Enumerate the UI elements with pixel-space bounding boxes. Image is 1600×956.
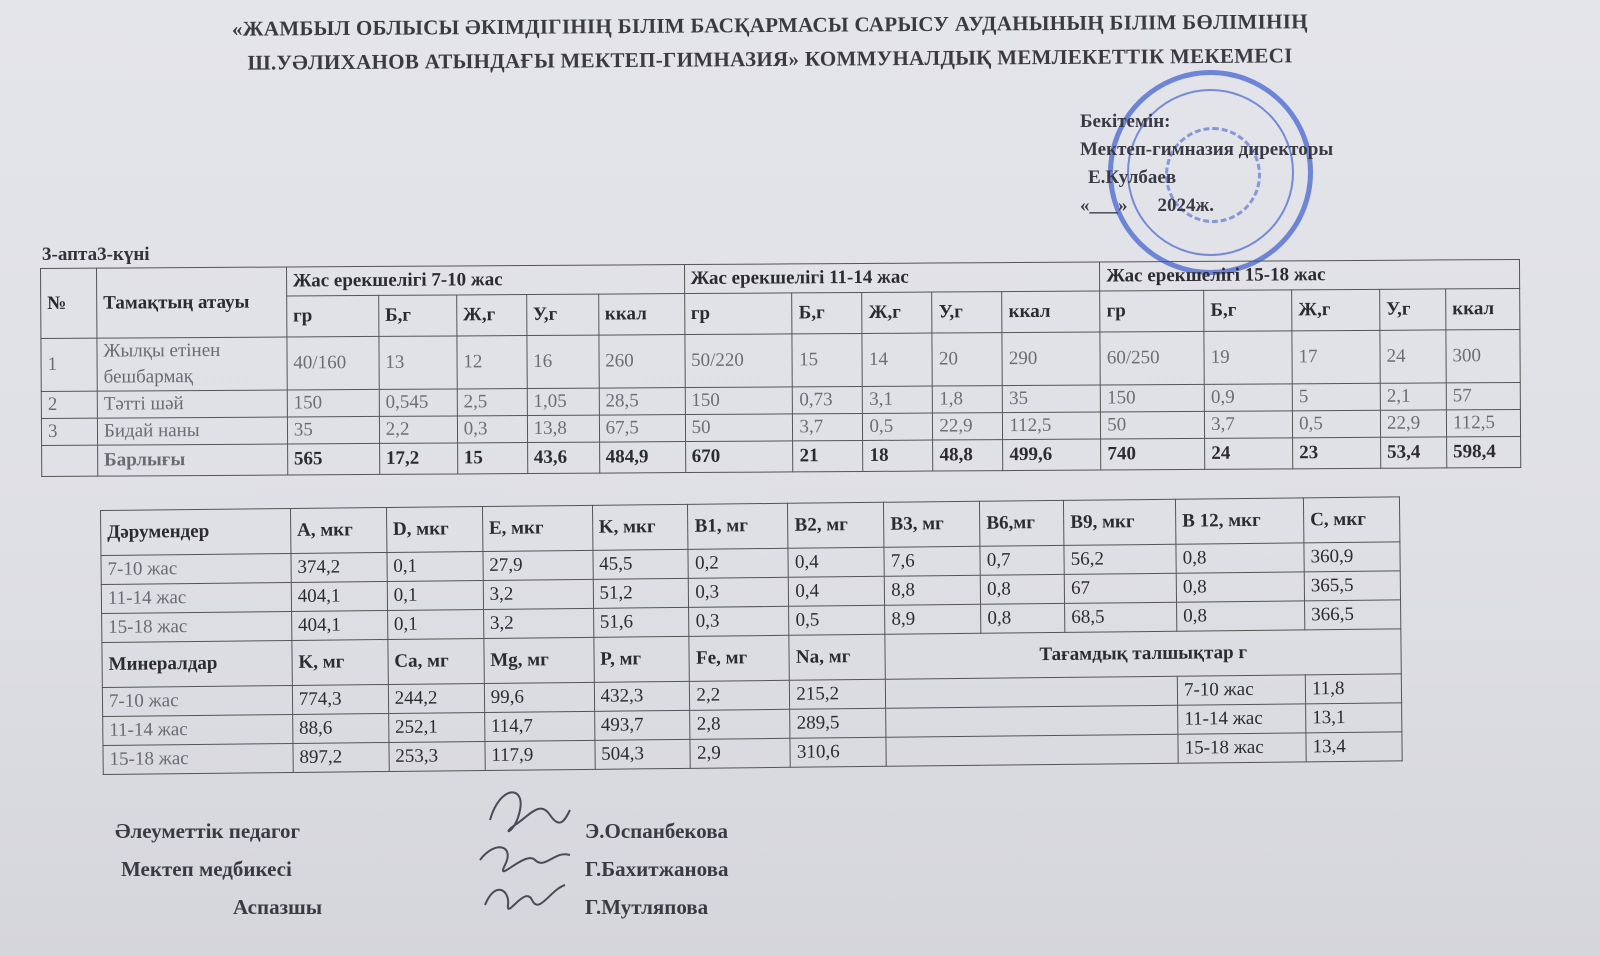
cell: 12 — [457, 336, 527, 389]
cell: 1,05 — [527, 388, 599, 415]
cell: 493,7 — [594, 710, 690, 740]
cell: 0,3 — [457, 416, 527, 443]
sub-gr: гр — [684, 293, 792, 335]
sub-carb: У,г — [1380, 289, 1446, 330]
cell: 99,6 — [484, 682, 594, 712]
signature-row — [115, 850, 728, 888]
cell: 20 — [932, 333, 1002, 386]
cell: 3,7 — [1205, 411, 1293, 439]
signatures-block — [115, 812, 728, 926]
total-cell: 48,8 — [933, 440, 1003, 471]
cell: 51,6 — [593, 607, 689, 637]
sub-kcal: ккал — [1446, 288, 1520, 329]
approval-block — [1080, 108, 1333, 220]
vit-head: B6,мг — [980, 500, 1064, 546]
sub-fat: Ж,г — [1292, 289, 1380, 331]
cell: 16 — [527, 335, 599, 388]
signature-role: Әлеуметтік педагог — [115, 819, 301, 843]
cell: 150 — [685, 387, 793, 415]
total-cell: 484,9 — [599, 442, 685, 474]
sub-carb: У,г — [932, 292, 1002, 333]
vit-head: B9, мкг — [1064, 499, 1176, 545]
document-header — [120, 3, 1420, 80]
week-day-label: 3-апта3-күні — [42, 244, 150, 265]
min-head: P, мг — [593, 636, 689, 682]
cell: 0,5 — [863, 413, 933, 440]
cell: 13 — [379, 336, 457, 389]
total-cell: 598,4 — [1447, 436, 1521, 467]
cell: 0,5 — [1292, 410, 1380, 438]
total-cell: 18 — [863, 440, 933, 471]
cell: 2,8 — [690, 709, 790, 739]
vit-head: K, мкг — [592, 504, 688, 550]
signature-name: Г.Мутляпова — [585, 895, 709, 919]
vit-head: B3, мг — [884, 501, 980, 547]
signature-row — [115, 812, 728, 850]
total-empty — [42, 445, 98, 476]
cell: 7,6 — [884, 546, 980, 576]
menu-group-11-14: Жас ерекшелігі 11-14 жас — [684, 262, 1100, 294]
total-cell: 21 — [793, 440, 863, 471]
vit-head: D, мкг — [386, 506, 482, 552]
sub-gr: гр — [1100, 290, 1204, 332]
cell: 0,9 — [1204, 384, 1292, 412]
menu-group-7-10: Жас ерекшелігі 7-10 жас — [286, 265, 684, 296]
approval-date-year: 2024ж. — [1157, 195, 1215, 216]
sub-kcal: ккал — [598, 294, 684, 336]
cell: 27,9 — [483, 550, 593, 580]
fiber-title: Тағамдық талшықтар г — [885, 629, 1401, 679]
approval-line-1: Бекітемін: — [1080, 111, 1171, 132]
cell: 374,2 — [291, 552, 387, 582]
cell: 365,5 — [1304, 571, 1400, 601]
signature-role: Аспазшы — [233, 895, 323, 919]
total-cell: 24 — [1205, 438, 1293, 470]
total-cell: 499,6 — [1003, 439, 1101, 471]
cell: 88,6 — [292, 713, 388, 743]
cell: 24 — [1380, 330, 1446, 383]
cell: 13,8 — [527, 415, 599, 442]
row-number: 2 — [41, 391, 97, 418]
cell: 15 — [792, 333, 862, 386]
sub-kcal: ккал — [1002, 291, 1100, 333]
approval-director-name: Е.Кулбаев — [1088, 167, 1177, 188]
approval-line-2: Мектеп-гимназия директоры — [1080, 139, 1334, 160]
cell: 28,5 — [599, 388, 685, 416]
cell: 40/160 — [287, 336, 379, 390]
cell: 50 — [685, 414, 793, 442]
cell: 3,7 — [793, 413, 863, 440]
age-label: 7-10 жас — [102, 685, 292, 716]
nutrient-table — [100, 496, 1403, 775]
menu-table — [40, 259, 1521, 477]
fiber-value: 11,8 — [1305, 674, 1401, 704]
total-cell: 23 — [1293, 437, 1381, 469]
cell: 290 — [1002, 332, 1100, 386]
sub-protein: Б,г — [1204, 290, 1292, 332]
cell: 2,9 — [690, 738, 790, 768]
signature-row — [115, 888, 728, 926]
min-head: Na, мг — [789, 634, 885, 680]
cell: 57 — [1446, 382, 1520, 409]
cell: 1,8 — [933, 386, 1003, 413]
min-head: Минералдар — [102, 640, 292, 687]
cell: 3,1 — [863, 386, 933, 413]
cell: 366,5 — [1305, 600, 1401, 630]
total-label: Барлығы — [98, 444, 288, 476]
cell: 3,2 — [483, 579, 593, 609]
cell: 60/250 — [1100, 331, 1204, 385]
cell: 22,9 — [1380, 410, 1446, 437]
cell: 253,3 — [389, 741, 485, 771]
cell: 897,2 — [293, 742, 389, 772]
vit-head: C, мкг — [1303, 497, 1399, 543]
age-label: 15-18 жас — [103, 743, 293, 774]
cell: 150 — [1100, 384, 1204, 412]
vit-head: A, мкг — [290, 508, 386, 554]
fiber-empty — [886, 676, 1178, 708]
min-head: Mg, мг — [484, 637, 594, 683]
cell: 404,1 — [291, 610, 387, 640]
vit-head: Дәрумендер — [101, 509, 291, 556]
dish-name: Жылқы етінен бешбармақ — [97, 337, 287, 391]
dish-name: Бидай наны — [97, 417, 287, 445]
cell: 774,3 — [292, 684, 388, 714]
cell: 0,545 — [379, 389, 457, 416]
sub-carb: У,г — [526, 294, 598, 335]
cell: 14 — [862, 333, 932, 386]
menu-col-dish-name: Тамақтың атауы — [96, 267, 286, 338]
signature-name: Г.Бахитжанова — [585, 857, 729, 881]
vit-head: E, мкг — [482, 505, 592, 551]
cell: 2,2 — [690, 680, 790, 710]
cell: 5 — [1292, 383, 1380, 411]
header-line-1: «ЖАМБЫЛ ОБЛЫСЫ ӘКІМДІГІНІҢ БІЛІМ БАСҚАРМАСЫ САРЫСУ АУДАНЫНЫҢ БІЛІМ БӨЛІМІНІҢ — [231, 9, 1308, 41]
cell: 117,9 — [485, 740, 595, 770]
cell: 8,9 — [885, 604, 981, 634]
total-cell: 53,4 — [1381, 437, 1447, 468]
cell: 0,8 — [1177, 601, 1305, 631]
cell: 432,3 — [594, 681, 690, 711]
total-cell: 670 — [685, 441, 793, 473]
age-label: 7-10 жас — [101, 554, 291, 585]
vit-head: B2, мг — [788, 502, 884, 548]
age-label: 11-14 жас — [101, 583, 291, 614]
approval-date-day: «___» — [1080, 195, 1128, 216]
sub-protein: Б,г — [378, 295, 456, 336]
cell: 252,1 — [388, 712, 484, 742]
cell: 68,5 — [1065, 602, 1177, 632]
cell: 360,9 — [1304, 542, 1400, 572]
menu-col-number: № — [41, 268, 97, 338]
cell: 0,8 — [1176, 543, 1304, 573]
cell: 150 — [287, 389, 379, 417]
vit-head: B 12, мкг — [1176, 498, 1304, 544]
cell: 35 — [287, 416, 379, 444]
cell: 51,2 — [593, 578, 689, 608]
cell: 0,1 — [387, 580, 483, 610]
cell: 0,8 — [980, 574, 1064, 604]
cell: 112,5 — [1003, 412, 1101, 440]
cell: 0,3 — [689, 577, 789, 607]
cell: 310,6 — [790, 737, 886, 767]
cell: 8,8 — [885, 575, 981, 605]
signature-name: Э.Оспанбекова — [585, 819, 729, 843]
sub-protein: Б,г — [792, 292, 862, 333]
signature-role: Мектеп медбикесі — [121, 857, 292, 881]
menu-group-15-18: Жас ерекшелігі 15-18 жас — [1100, 259, 1520, 291]
cell: 260 — [599, 335, 685, 389]
cell: 300 — [1446, 329, 1520, 382]
cell: 0,4 — [789, 576, 885, 606]
cell: 50 — [1101, 411, 1205, 439]
cell: 17 — [1292, 330, 1380, 384]
cell: 0,8 — [1176, 572, 1304, 602]
fiber-empty — [886, 734, 1178, 766]
total-cell: 565 — [287, 443, 379, 475]
approval-date — [1080, 192, 1333, 220]
cell: 2,5 — [457, 389, 527, 416]
cell: 56,2 — [1064, 544, 1176, 574]
cell: 67,5 — [599, 415, 685, 443]
cell: 19 — [1204, 331, 1292, 385]
total-cell: 15 — [457, 443, 527, 474]
dish-name: Тәтті шәй — [97, 390, 287, 418]
total-cell: 43,6 — [527, 442, 599, 473]
sub-gr: гр — [286, 295, 378, 337]
fiber-empty — [886, 705, 1178, 737]
total-cell: 740 — [1101, 438, 1205, 470]
cell: 0,3 — [689, 606, 789, 636]
fiber-value: 13,1 — [1306, 703, 1402, 733]
cell: 22,9 — [933, 413, 1003, 440]
min-head: K, мг — [292, 639, 388, 685]
cell: 50/220 — [684, 334, 792, 388]
min-head: Fe, мг — [689, 635, 789, 681]
age-label: 15-18 жас — [102, 612, 292, 643]
cell: 114,7 — [484, 711, 594, 741]
cell: 112,5 — [1446, 409, 1520, 436]
table-row — [41, 329, 1520, 391]
cell: 35 — [1003, 385, 1101, 413]
total-cell: 17,2 — [379, 443, 457, 474]
cell: 3,2 — [483, 608, 593, 638]
cell: 289,5 — [790, 708, 886, 738]
row-number: 1 — [41, 338, 97, 391]
fiber-age: 11-14 жас — [1178, 704, 1306, 734]
cell: 67 — [1064, 573, 1176, 603]
cell: 0,2 — [688, 548, 788, 578]
cell: 0,7 — [980, 545, 1064, 575]
min-head: Ca, мг — [388, 638, 484, 684]
row-number: 3 — [41, 418, 97, 445]
cell: 0,5 — [789, 605, 885, 635]
cell: 2,2 — [379, 416, 457, 443]
sub-fat: Ж,г — [456, 295, 526, 336]
cell: 0,4 — [788, 547, 884, 577]
cell: 504,3 — [595, 739, 691, 769]
vit-head: B1, мг — [688, 503, 788, 549]
age-label: 11-14 жас — [103, 714, 293, 745]
sub-fat: Ж,г — [862, 292, 932, 333]
fiber-value: 13,4 — [1306, 732, 1402, 762]
cell: 0,8 — [981, 603, 1065, 633]
cell: 45,5 — [593, 549, 689, 579]
header-line-2: Ш.УӘЛИХАНОВ АТЫНДАҒЫ МЕКТЕП-ГИМНАЗИЯ» КОММУНАЛДЫҚ МЕМЛЕКЕТТІК МЕКЕМЕСІ — [247, 43, 1293, 75]
cell: 0,1 — [387, 609, 483, 639]
cell: 0,1 — [387, 551, 483, 581]
cell: 0,73 — [793, 386, 863, 413]
cell: 2,1 — [1380, 383, 1446, 410]
cell: 404,1 — [291, 581, 387, 611]
fiber-age: 15-18 жас — [1178, 733, 1306, 763]
cell: 215,2 — [790, 679, 886, 709]
fiber-age: 7-10 жас — [1177, 675, 1305, 705]
cell: 244,2 — [388, 683, 484, 713]
